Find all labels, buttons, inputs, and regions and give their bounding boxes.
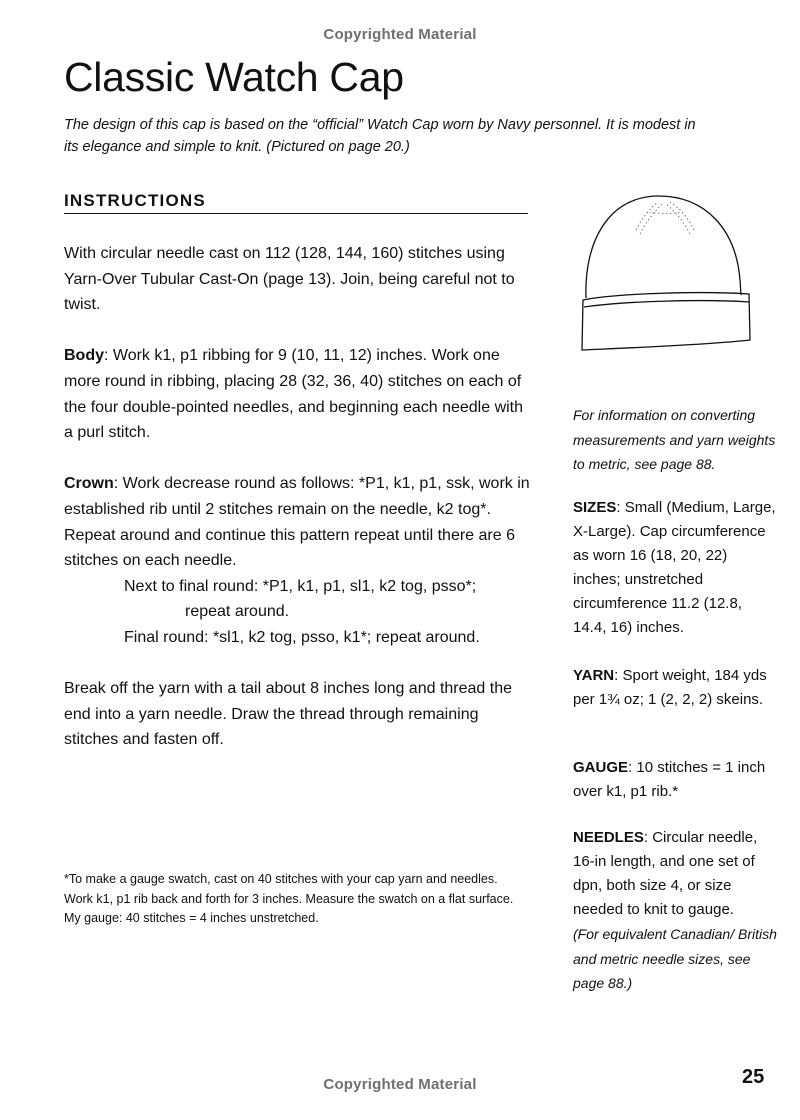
body-text: : Work k1, p1 ribbing for 9 (10, 11, 12) inches. Work one more round in ribbing, placing 28 (32, 36, 40) stitches on each of the four double-pointed needles, and beginning each needle with a purl stitch.: [64, 347, 524, 442]
metric-info-text: For information on converting measurements and yarn weights to metric, see page 88.: [573, 407, 776, 472]
copyright-watermark-top: Copyrighted Material: [323, 26, 477, 43]
needles-block: [573, 826, 778, 996]
needles-label: NEEDLES: [573, 829, 644, 846]
instructions-body: [64, 241, 534, 778]
body-label: Body: [64, 347, 104, 365]
crown-text: : Work decrease round as follows: *P1, k1, p1, ssk, work in established rib until 2 stitches remain on the needle, k2 tog*. Repeat around and continue this pattern repeat until there are 6 stitches on each needle.: [64, 475, 530, 570]
watch-cap-illustration: [576, 190, 756, 360]
gauge-label: GAUGE: [573, 759, 629, 776]
cap-cuff-fold-line: [584, 301, 749, 307]
next-round-line-1: Next to final round: *P1, k1, p1, sl1, k2 tog, psso*;: [124, 577, 477, 595]
gauge-text: : 10 stitches = 1 inch over k1, p1 rib.*: [573, 759, 766, 800]
sizes-label: SIZES: [573, 499, 617, 516]
next-round-line-2: repeat around.: [185, 603, 290, 621]
crown-paragraph: [64, 471, 534, 650]
body-paragraph: [64, 343, 534, 445]
intro-text: The design of this cap is based on the “official” Watch Cap worn by Navy personnel. It is modest in its elegance and simple to knit. (Pictured on page 20.): [64, 117, 696, 155]
gauge-footnote: *To make a gauge swatch, cast on 40 stitches with your cap yarn and needles. Work k1, p1 rib back and forth for 3 inches. Measure the swatch on a flat surface. My gauge: 40 stitches = 4 inches unstretched.: [64, 872, 514, 925]
copyright-watermark-bottom: Copyrighted Material: [323, 1076, 477, 1093]
yarn-text: : Sport weight, 184 yds per 1¾ oz; 1 (2, 2, 2) skeins.: [573, 667, 767, 708]
page-title: Classic Watch Cap: [64, 54, 404, 100]
metric-info-note: [573, 403, 778, 477]
sizes-text: : Small (Medium, Large, X-Large). Cap circumference as worn 16 (18, 20, 22) inches; unstretched circumference 11.2 (12.8, 14.4, 16) inches.: [573, 499, 776, 636]
instructions-heading: INSTRUCTIONS: [64, 191, 528, 214]
gauge-block: [573, 756, 778, 804]
needles-text: : Circular needle, 16-in length, and one set of dpn, both size 4, or size needed to knit to gauge.: [573, 829, 758, 918]
cap-crown-outline: [586, 196, 741, 298]
final-round-line: Final round: *sl1, k2 tog, psso, k1*; repeat around.: [124, 628, 480, 646]
finish-paragraph: Break off the yarn with a tail about 8 inches long and thread the end into a yarn needle. Draw the thread through remaining stitches and fasten off.: [64, 680, 512, 749]
needles-note: (For equivalent Canadian/ British and metric needle sizes, see page 88.): [573, 926, 777, 991]
yarn-label: YARN: [573, 667, 615, 684]
crown-label: Crown: [64, 475, 114, 493]
sizes-block: [573, 496, 778, 640]
page-number: 25: [742, 1066, 765, 1088]
crown-decrease-marks: [636, 202, 694, 234]
yarn-block: [573, 664, 778, 712]
cast-on-paragraph: With circular needle cast on 112 (128, 144, 160) stitches using Yarn-Over Tubular Cast-On (page 13). Join, being careful not to twist.: [64, 245, 515, 314]
